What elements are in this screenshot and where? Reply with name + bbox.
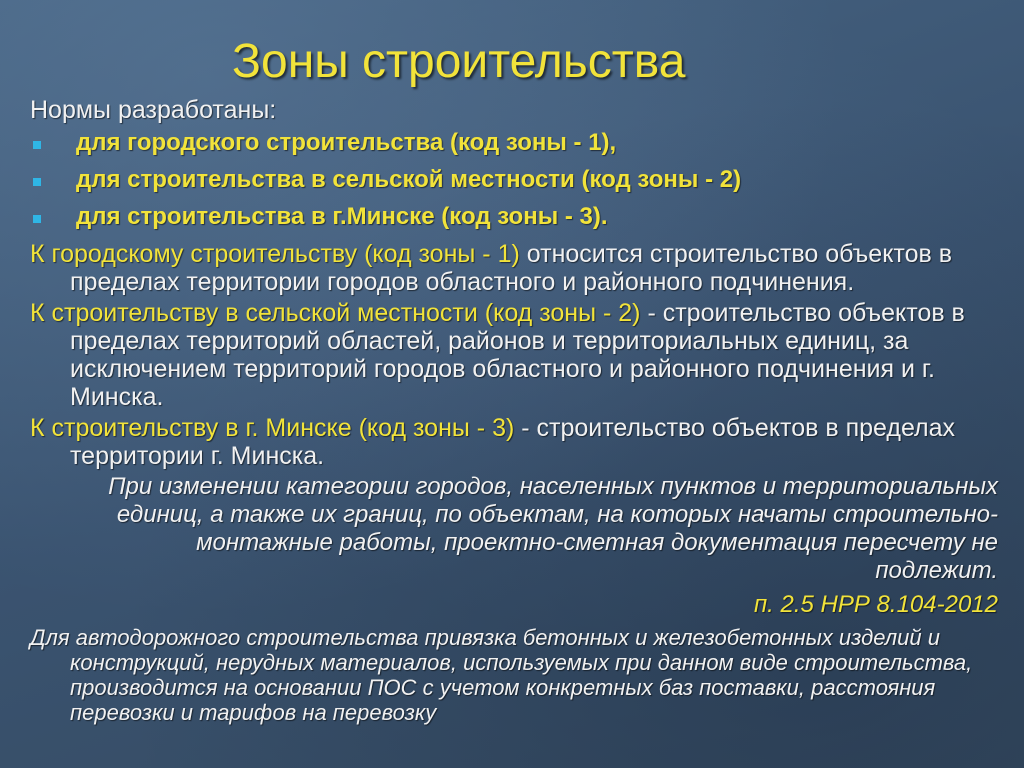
slide-content [30, 96, 1002, 725]
zone-2-paragraph [30, 299, 1002, 411]
list-item-text: для строительства в сельской местности (код зоны - 2) [76, 166, 742, 193]
zone-2-text: - строительство объектов в пределах территорий областей, районов и территориальных единиц, за исключением территорий городов областного и районного подчинения и г. Минска. [70, 299, 965, 411]
list-item-text: для городского строительства (код зоны - 1), [76, 129, 617, 156]
zone-2-lead: К строительству в сельской местности (код зоны - 2) [30, 299, 641, 327]
recalculation-note: При изменении категории городов, населенных пунктов и территориальных единиц, а также их границ, по объектам, на которых начаты строительно-монтажные работы, проектно-сметная документация пересчету не подлежит. [108, 473, 998, 584]
list-item [30, 166, 1002, 194]
square-bullet-icon [33, 141, 41, 149]
zone-3-lead: К строительству в г. Минске (код зоны - 3) [30, 414, 515, 442]
slide-title: Зоны строительства [232, 35, 686, 88]
intro-text: Нормы разработаны: [30, 96, 277, 124]
list-item-text: для строительства в г.Минске (код зоны - 3). [76, 203, 608, 230]
zone-list [30, 129, 1002, 231]
zone-1-paragraph [30, 240, 1002, 296]
list-item [30, 129, 1002, 157]
square-bullet-icon [33, 178, 41, 186]
zone-1-lead: К городскому строительству (код зоны - 1) [30, 240, 520, 268]
zone-3-paragraph [30, 414, 1002, 470]
square-bullet-icon [33, 215, 41, 223]
list-item [30, 203, 1002, 231]
zone-1-text: относится строительство объектов в пределах территории городов областного и районного подчинения. [70, 240, 952, 296]
road-construction-note: Для автодорожного строительства привязка бетонных и железобетонных изделий и конструкций, нерудных материалов, используемых при данном виде строительства, производится на основании ПОС с учетом конкретных баз поставки, расстояния перевозки и тарифов на перевозку [30, 625, 973, 725]
zone-3-text: - строительство объектов в пределах территории г. Минска. [70, 414, 956, 470]
norm-reference: п. 2.5 НРР 8.104-2012 [753, 591, 998, 618]
